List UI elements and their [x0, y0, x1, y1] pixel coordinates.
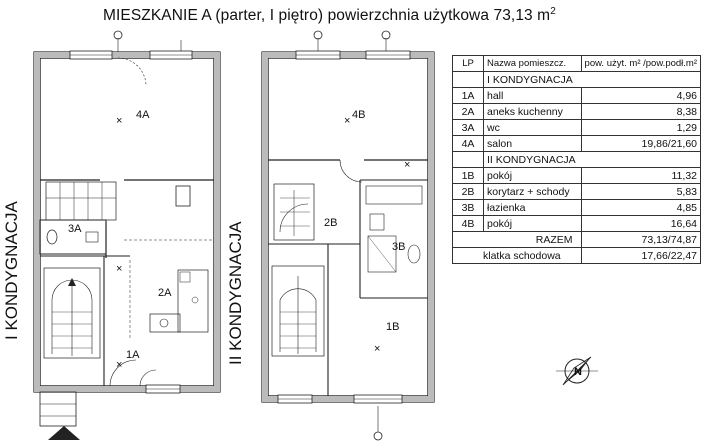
room-label-2a: 2A [158, 287, 172, 299]
room-label-1b: 1B [386, 321, 400, 333]
total-row [453, 232, 701, 248]
room-label-4a: 4A [136, 109, 150, 121]
row-area: 16,64 [581, 216, 700, 232]
staircase-label: klatka schodowa [453, 248, 582, 264]
row-name: hall [484, 88, 582, 104]
row-lp: 1A [453, 88, 484, 104]
ground-floor-plan [34, 31, 220, 440]
svg-text:×: × [116, 115, 123, 127]
row-area: 19,86/21,60 [581, 136, 700, 152]
section-row [453, 72, 701, 88]
table-row [453, 200, 701, 216]
plan-title-sup: 2 [550, 6, 556, 17]
floor-label-first: II KONDYGNACJA [226, 221, 245, 365]
table-header-row [453, 56, 701, 72]
row-name: korytarz + schody [484, 184, 582, 200]
row-name: aneks kuchenny [484, 104, 582, 120]
row-lp: 1B [453, 168, 484, 184]
svg-text:×: × [344, 115, 351, 127]
room-label-4b: 4B [352, 109, 366, 121]
row-lp: 3B [453, 200, 484, 216]
row-area: 1,29 [581, 120, 700, 136]
table-row [453, 216, 701, 232]
compass-letter: N [574, 366, 582, 378]
row-lp: 4A [453, 136, 484, 152]
row-lp: 2A [453, 104, 484, 120]
header-area: pow. użyt. m² /pow.podł.m² [581, 56, 700, 72]
svg-text:×: × [404, 159, 411, 171]
table-row [453, 184, 701, 200]
compass-icon [556, 357, 598, 385]
header-lp: LP [453, 56, 484, 72]
svg-text:×: × [116, 359, 123, 371]
total-area: 73,13/74,87 [581, 232, 700, 248]
table-row [453, 120, 701, 136]
room-label-3a: 3A [68, 223, 82, 235]
row-name: łazienka [484, 200, 582, 216]
staircase-area: 17,66/22,47 [581, 248, 700, 264]
row-area: 4,85 [581, 200, 700, 216]
table-row [453, 136, 701, 152]
row-area: 5,83 [581, 184, 700, 200]
row-lp: 4B [453, 216, 484, 232]
row-area: 4,96 [581, 88, 700, 104]
table-row [453, 88, 701, 104]
section-title-ground: I KONDYGNACJA [484, 72, 701, 88]
section-row [453, 152, 701, 168]
staircase-row [453, 248, 701, 264]
room-area-table [452, 55, 701, 264]
row-name: wc [484, 120, 582, 136]
section-title-first: II KONDYGNACJA [484, 152, 701, 168]
room-label-2b: 2B [324, 217, 338, 229]
row-area: 11,32 [581, 168, 700, 184]
svg-text:×: × [116, 263, 123, 275]
row-name: pokój [484, 216, 582, 232]
row-name: salon [484, 136, 582, 152]
table-row [453, 104, 701, 120]
total-label: RAZEM [453, 232, 582, 248]
row-name: pokój [484, 168, 582, 184]
plan-title-text: MIESZKANIE A (parter, I piętro) powierzchnia użytkowa 73,13 m [103, 7, 551, 25]
room-label-1a: 1A [126, 349, 140, 361]
first-floor-plan [262, 31, 434, 440]
row-area: 8,38 [581, 104, 700, 120]
header-name: Nazwa pomieszcz. [484, 56, 582, 72]
svg-text:×: × [374, 343, 381, 355]
floor-label-ground: I KONDYGNACJA [2, 201, 21, 340]
row-lp: 3A [453, 120, 484, 136]
room-label-3b: 3B [392, 241, 406, 253]
row-lp: 2B [453, 184, 484, 200]
table-row [453, 168, 701, 184]
